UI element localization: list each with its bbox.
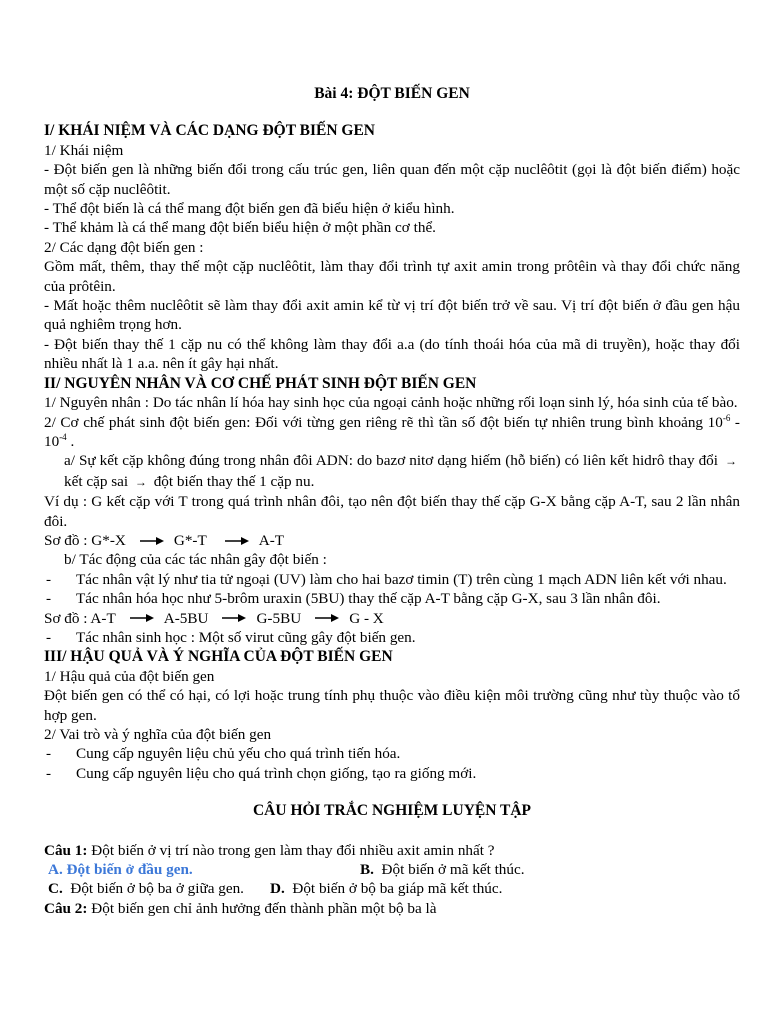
right-arrow-icon [315,613,339,623]
scheme-2-step-2: A-5BU [163,609,209,627]
s1-paragraph-1: - Đột biến gen là những biến đổi trong cấu trúc gen, liên quan đến một cặp nuclêôtit (gọi là đột biến điểm) hoặc một số cặp nuclêôtit. [44,161,740,198]
s2-paragraph-cause: 1/ Nguyên nhân : Do tác nhân lí hóa hay sinh học của ngoại cảnh hoặc những rối loạn sinh lý, hóa sinh của tế bào. [44,394,738,412]
scheme-1-step-3: A-T [258,531,285,549]
s2-paragraph-mechanism [44,413,740,452]
list-item-breeding: - Cung cấp nguyên liệu cho quá trình chọn giống, tạo ra giống mới. [46,764,477,782]
s3-subheading-1: 1/ Hậu quả của đột biến gen [44,667,215,685]
answer-option-d[interactable]: D. Đột biến ở bộ ba giáp mã kết thúc. [270,880,503,898]
question-1 [44,841,740,860]
s1-paragraph-6: - Đột biến thay thế 1 cặp nu có thể không làm thay đổi a.a (do tính thoái hóa của mã di truyền), hoặc thay đổi nhiều nhất là 1 a.a. nên ít gây hại nhất. [44,335,740,373]
list-item-biological: - Tác nhân sinh học : Một số virut cũng gây đột biến gen. [46,628,416,646]
question-2-text: Đột biến gen chỉ ảnh hưởng đến thành phần một bộ ba là [91,899,437,917]
scheme-2-step-4: G - X [349,609,384,627]
s1-paragraph-5: - Mất hoặc thêm nuclêôtit sẽ làm thay đổi axit amin kể từ vị trí đột biến trở về sau. Vị trí đột biến ở đầu gen hậu quả nghiêm trọng hơn. [44,297,740,334]
list-item-evolution: - Cung cấp nguyên liệu chủ yếu cho quá trình tiến hóa. [46,745,401,763]
s2-paragraph-b: b/ Tác động của các tác nhân gây đột biến : [64,551,327,569]
right-arrow-icon: → [134,474,147,489]
question-1-options-row-2 [44,879,740,898]
right-arrow-icon [140,536,164,546]
section-2-heading: II/ NGUYÊN NHÂN VÀ CƠ CHẾ PHÁT SINH ĐỘT BIẾN GEN [44,374,477,392]
list-item-physical: - Tác nhân vật lý như tia tử ngoại (UV) làm cho hai bazơ timin (T) trên cùng 1 mạch ADN liên kết với nhau. [46,570,727,588]
s3-subheading-2: 2/ Vai trò và ý nghĩa của đột biến gen [44,726,272,743]
s1-subheading-1: 1/ Khái niệm [44,141,124,159]
list-item-chemical: - Tác nhân hóa học như 5-brôm uraxin (5BU) thay thế cặp A-T bằng cặp G-X, sau 3 lần nhân đôi. [46,590,661,608]
quiz-title: CÂU HỎI TRẮC NGHIỆM LUYỆN TẬP [252,802,532,820]
question-2-label: Câu 2: [44,899,88,917]
s1-paragraph-2: - Thể đột biến là cá thể mang đột biến gen đã biểu hiện ở kiểu hình. [44,200,455,218]
scheme-2-step-1: Sơ đồ : A-T [44,609,116,627]
frequency-range: $10^{-6} - 10^{-4}$ . [44,412,740,450]
s2-paragraph-a: a/ Sự kết cặp không đúng trong nhân đôi ADN: do bazơ nitơ dạng hiếm (hỗ biến) có liên kết hidrô thay đổi → kết cặp sai → đột biến thay thế 1 cặp nu. [44,451,740,492]
scheme-1-step-1: Sơ đồ : G*-X [44,531,126,549]
scheme-2 [44,609,740,628]
right-arrow-icon [222,613,246,623]
answer-option-a[interactable]: A. Đột biến ở đầu gen. [48,861,193,879]
s1-paragraph-4: Gồm mất, thêm, thay thế một cặp nuclêôtit, làm thay đổi trình tự axit amin trong prôtêin và thay đổi chức năng của prôtêin. [44,258,740,295]
question-1-options-row-1 [44,860,740,879]
question-1-label: Câu 1: [44,841,88,859]
right-arrow-icon [130,613,154,623]
scheme-2-step-3: G-5BU [256,609,302,627]
answer-option-b[interactable]: B. Đột biến ở mã kết thúc. [360,861,525,879]
s2-mechanism-text: 2/ Cơ chế phát sinh đột biến gen: Đối với từng gen riêng rẽ thì tần số đột biến tự nhiên trung bình khoảng [44,413,704,431]
scheme-1 [44,531,740,550]
section-1-heading: I/ KHÁI NIỆM VÀ CÁC DẠNG ĐỘT BIẾN GEN [44,122,375,140]
s3-paragraph-1: Đột biến gen có thể có hại, có lợi hoặc trung tính phụ thuộc vào điều kiện môi trường cũng như tùy thuộc vào tổ hợp gen. [44,687,740,724]
question-1-text: Đột biến ở vị trí nào trong gen làm thay đổi nhiều axit amin nhất ? [91,841,495,859]
section-3-heading: III/ HẬU QUẢ VÀ Ý NGHĨA CỦA ĐỘT BIẾN GEN [44,648,393,666]
scheme-1-step-2: G*-T [173,531,207,549]
answer-option-c[interactable]: C. Đột biến ở bộ ba ở giữa gen. [48,880,244,898]
right-arrow-icon: → [725,454,737,469]
s1-subheading-2: 2/ Các dạng đột biến gen : [44,238,204,256]
right-arrow-icon [225,536,249,546]
question-2 [44,899,740,918]
s2-example: Ví dụ : G kết cặp với T trong quá trình nhân đôi, tạo nên đột biến thay thế cặp G-X bằng cặp A-T, sau 2 lần nhân đôi. [44,493,740,530]
lesson-title: Bài 4: ĐỘT BIẾN GEN [314,85,470,102]
s1-paragraph-3: - Thể khảm là cá thể mang đột biến biểu hiện ở một phần cơ thể. [44,219,436,237]
